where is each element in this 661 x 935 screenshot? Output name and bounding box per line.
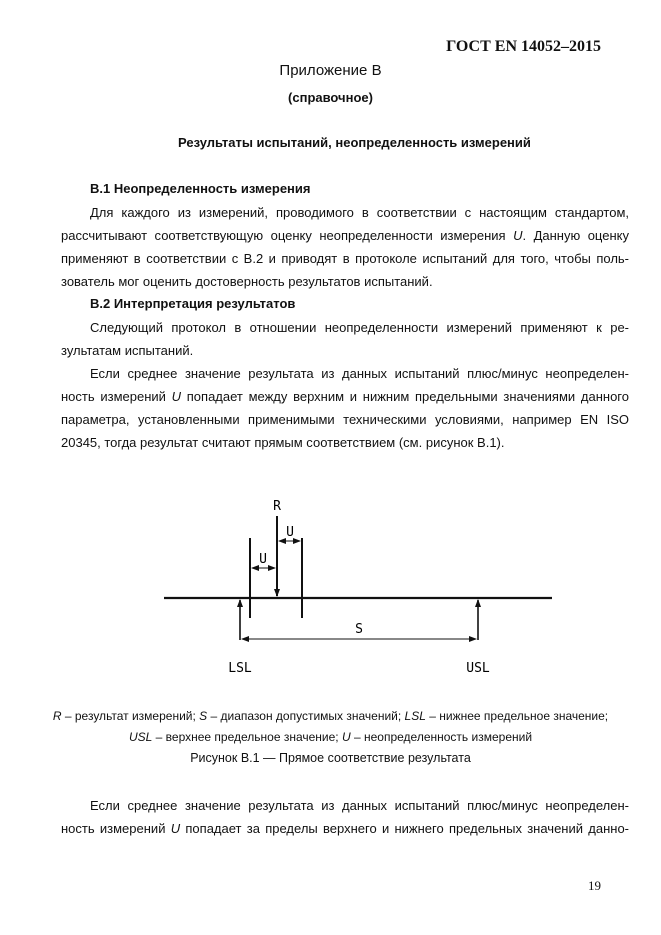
label-u-right: U xyxy=(286,525,294,540)
paragraph-line: 20345, тогда результат считают прямым соответствием (см. рисунок В.1). xyxy=(61,435,505,450)
figure-caption: Рисунок В.1 — Прямое соответствие результата xyxy=(190,751,471,765)
standard-number: ГОСТ EN 14052–2015 xyxy=(446,38,601,55)
label-u-left: U xyxy=(259,552,267,567)
label-usl: USL xyxy=(466,661,490,676)
section-b1-paragraph xyxy=(61,201,629,293)
appendix-title: Приложение В xyxy=(279,62,382,79)
paragraph-line: рассчитывают соответствующую оценку неопределенности измерения U. Данную оценку xyxy=(61,228,629,243)
paragraph-line: ность измерений U попадает за пределы верхнего и нижнего предельных значений данно- xyxy=(61,821,630,836)
figure-legend-line-1: R – результат измерений; S – диапазон допустимых значений; LSL – нижнее предельное значение; xyxy=(52,709,609,723)
label-r: R xyxy=(273,499,281,514)
paragraph-line: зультатам испытаний. xyxy=(61,343,194,358)
label-lsl: LSL xyxy=(228,661,252,676)
paragraph-line: Если среднее значение результата из данных испытаний плюс/минус неопределен- xyxy=(90,366,629,381)
label-s: S xyxy=(355,622,363,637)
section-b2-paragraph-2 xyxy=(61,362,629,454)
section-b2-paragraph-1 xyxy=(61,316,629,362)
section-b2-heading: В.2 Интерпретация результатов xyxy=(90,296,296,311)
closing-paragraph xyxy=(61,794,629,840)
section-b1-heading: В.1 Неопределенность измерения xyxy=(90,181,311,196)
appendix-subtitle: (справочное) xyxy=(288,90,373,105)
paragraph-line: Следующий протокол в отношении неопределенности измерений применяют к ре- xyxy=(90,320,629,335)
figure-b1-diagram xyxy=(0,480,661,690)
figure-legend-line-2: USL – верхнее предельное значение; U – неопределенность измерений xyxy=(128,730,533,744)
paragraph-line: Для каждого из измерений, проводимого в соответствии с настоящим стандартом, xyxy=(90,205,629,220)
paragraph-line: применяют в соответствии с В.2 и приводят в протоколе испытаний для того, чтобы поль- xyxy=(61,251,629,266)
paragraph-line: зователь мог оценить достоверность результатов испытаний. xyxy=(61,274,433,289)
paragraph-line: параметра, установленными применимыми техническими условиями, например EN ISO xyxy=(61,412,629,427)
paragraph-line: Если среднее значение результата из данных испытаний плюс/минус неопределен- xyxy=(90,798,629,813)
paragraph-line: ность измерений U попадает между верхним и нижним предельными значениями данного xyxy=(61,389,629,404)
appendix-heading: Результаты испытаний, неопределенность измерений xyxy=(178,135,531,150)
page-number: 19 xyxy=(588,878,601,893)
